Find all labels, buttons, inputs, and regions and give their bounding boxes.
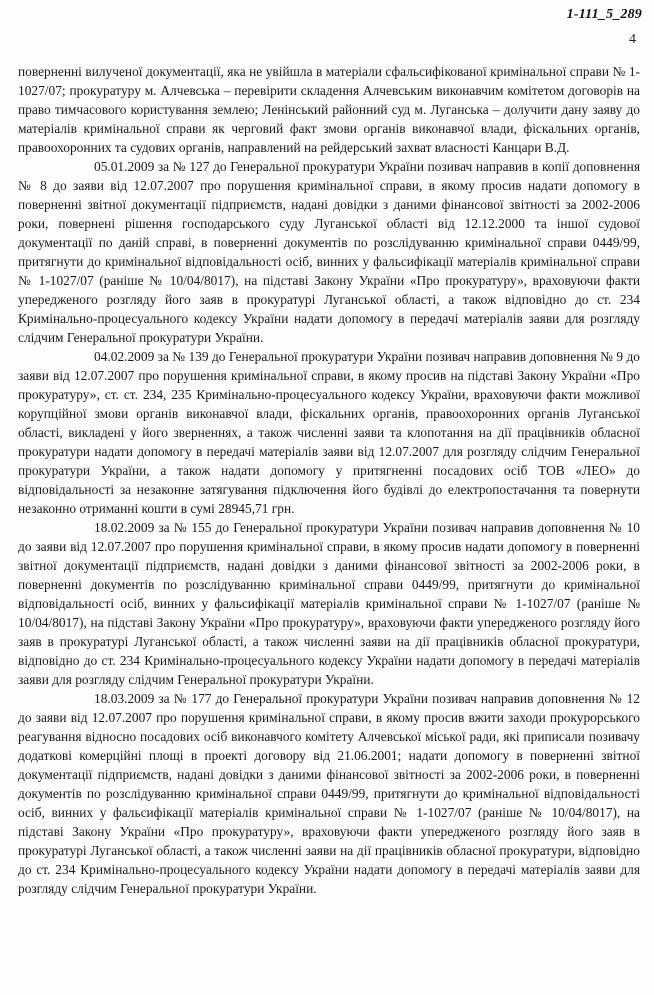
paragraph: 04.02.2009 за № 139 до Генеральної прокуратури України позивач направив доповнення № 9 до заяви від 12.07.2007 про порушення кримінальної справи, в якому просив на підставі Закону України «Про прокуратуру», ст. ст. 234, 235 Кримінально-процесуального кодексу України, враховуючи факти можливої корупційної змови органів виконавчої влади, фіскальних органів, правоохоронних органів Луганської області, викладені у його зверненнях, а також численні заяви та клопотання на дії працівників обласної прокуратури надати допомогу в передачі матеріалів заяви від 12.07.2007 для розгляду слідчим Генеральної прокуратури України, а також надати допомогу у притягненні посадових осіб ТОВ «ЛЕО» до відповідальності за незаконне затягування підключення його будівлі до електропостачання та повернути незаконно отриманні кошти в сумі 28945,71 грн. [18,349,640,516]
paragraph-continuation: поверненні вилученої документації, яка не увійшла в матеріали сфальсифікованої кримінальної справи № 1-1027/07; прокуратуру м. Алчевська – перевірити складення Алчевським виконавчим комітетом договорів на право тимчасового користування землею; Ленінський районний суд м. Луганська – долучити дану заяву до матеріалів кримінальної справи як черговий факт змови органів виконавчої влади, фіскальних органів, правоохоронних та судових органів, направлений на рейдерський захват власності Канцари В.Д. [18,64,640,155]
paragraph: 05.01.2009 за № 127 до Генеральної прокуратури України позивач направив в копії доповнення № 8 до заяви від 12.07.2007 про порушення кримінальної справи, в якому просив надати допомогу в поверненні звітної документації підприємств, надані довідки з даними фінансової звітності за 2002-2006 роки, повернені рішення господарського суду Луганської області від 12.12.2000 та іншої судової документації по даній справі, в поверненні документів по розслідуванню кримінальної справи 0449/99, притягнути до кримінальної відповідальності осіб, винних у фальсифікації матеріалів кримінальної справи № 1-1027/07 (раніше № 10/04/8017), на підставі Закону України «Про прокуратуру», враховуючи факти упередженого розгляду його заяв в прокуратурі Луганської області, а також відповідно до ст. 234 Кримінально-процесуального кодексу України надати допомогу в передачі матеріалів заяви для розгляду слідчим Генеральної прокуратури України. [18,159,640,345]
document-id: 1-111_5_289 [566,7,642,22]
document-body [18,62,640,898]
paragraph: 18.02.2009 за № 155 до Генеральної прокуратури України позивач направив доповнення № 10 до заяви від 12.07.2007 про порушення кримінальної справи, в якому просив надати допомогу в поверненні звітної документації підприємств, надані довідки з даними фінансової звітності за 2002-2006 роки, в поверненні документів по розслідуванню кримінальної справи 0449/99, притягнути до кримінальної відповідальності осіб, винних у фальсифікації матеріалів кримінальної справи № 1-1027/07 (раніше № 10/04/8017), на підставі Закону України «Про прокуратуру», враховуючи факти упередженого розгляду його заяв в прокуратурі Луганської області, а також численні заяви на дії працівників обласної прокуратури, відповідно до ст. 234 Кримінально-процесуального кодексу України надати допомогу в передачі матеріалів заяви для розгляду слідчим Генеральної прокуратури України. [18,520,640,687]
page-number: 4 [629,32,636,47]
paragraph: 18.03.2009 за № 177 до Генеральної прокуратури України позивач направив доповнення № 12 до заяви від 12.07.2007 про порушення кримінальної справи, в якому просив вжити заходи прокурорського реагування відносно посадових осіб виконавчого комітету Алчевської міської ради, які приписали позивачу додаткові комерційні площі в проекті договору від 21.06.2001; надати допомогу в поверненні звітної документації підприємств, надані довідки з даними фінансової звітності за 2002-2006 роки, в поверненні документів по розслідуванню кримінальної справи 0449/99, притягнути до кримінальної відповідальності осіб, винних у фальсифікації матеріалів кримінальної справи № 1-1027/07 (раніше № 10/04/8017), на підставі Закону України «Про прокуратуру», враховуючи факти упередженого розгляду його заяв в прокуратурі Луганської області, а також численні заяви на дії працівників обласної прокуратури, відповідно до ст. 234 Кримінально-процесуального кодексу України надати допомогу в передачі матеріалів заяви для розгляду слідчим Генеральної прокуратури України. [18,691,640,896]
